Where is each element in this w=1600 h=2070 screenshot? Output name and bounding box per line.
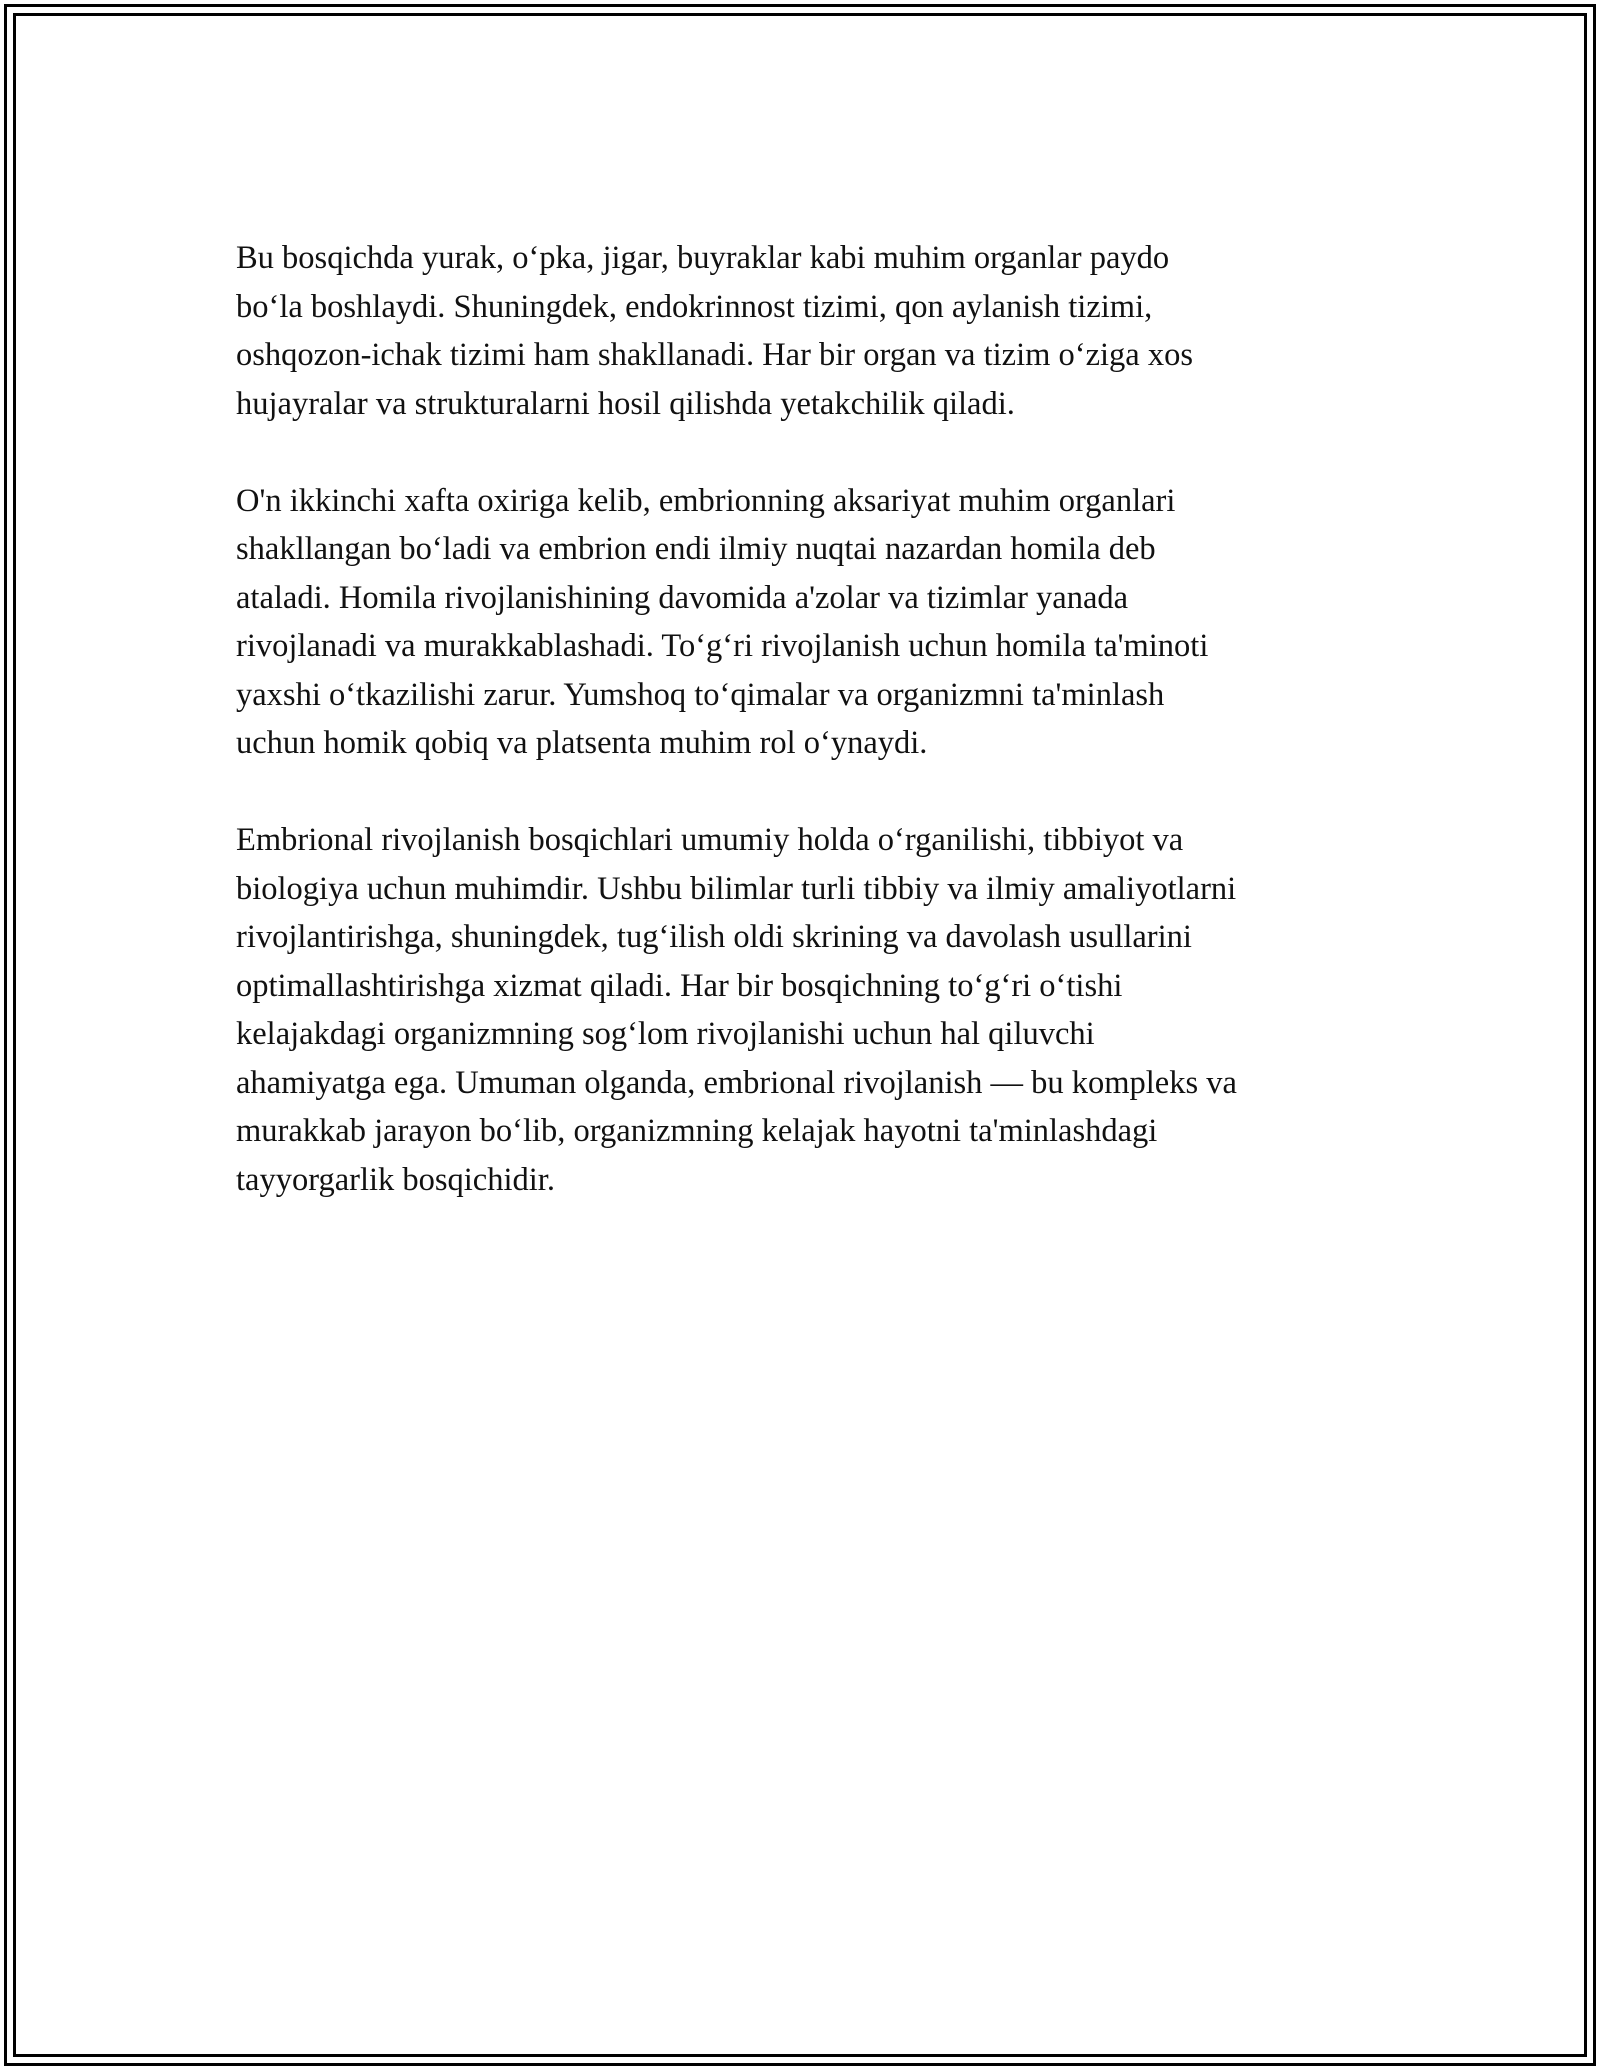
- paragraph-line: oshqozon-ichak tizimi ham shakllanadi. Har bir organ va tizim o‘ziga xos: [236, 337, 1193, 373]
- paragraph-1: [236, 234, 1376, 428]
- paragraph-line: uchun homik qobiq va platsenta muhim rol o‘ynaydi.: [236, 725, 928, 761]
- paragraph-line: optimallashtirishga xizmat qiladi. Har bir bosqichning to‘g‘ri o‘tishi: [236, 967, 1123, 1004]
- paragraph-line: ahamiyatga ega. Umuman olganda, embrional rivojlanish — bu kompleks va: [236, 1064, 1237, 1101]
- paragraph-line: hujayralar va strukturalarni hosil qilishda yetakchilik qiladi.: [236, 385, 1015, 422]
- paragraph-3: [236, 816, 1376, 1204]
- paragraph-line: rivojlanadi va murakkablashadi. To‘g‘ri rivojlanish uchun homila ta'minoti: [236, 628, 1209, 664]
- paragraph-line: bo‘la boshlaydi. Shuningdek, endokrinnost tizimi, qon aylanish tizimi,: [236, 288, 1153, 325]
- paragraph-line: tayyorgarlik bosqichidir.: [236, 1161, 555, 1198]
- paragraph-line: biologiya uchun muhimdir. Ushbu bilimlar turli tibbiy va ilmiy amaliyotlarni: [236, 870, 1237, 907]
- paragraph-line: ataladi. Homila rivojlanishining davomida a'zolar va tizimlar yanada: [236, 579, 1129, 616]
- paragraph-line: Embrional rivojlanish bosqichlari umumiy holda o‘rganilishi, tibbiyot va: [236, 822, 1184, 858]
- paragraph-line: O'n ikkinchi xafta oxiriga kelib, embrionning aksariyat muhim organlari: [236, 482, 1176, 519]
- paragraph-line: rivojlantirishga, shuningdek, tug‘ilish oldi skrining va davolash usullarini: [236, 919, 1192, 955]
- paragraph-line: shakllangan bo‘ladi va embrion endi ilmiy nuqtai nazardan homila deb: [236, 531, 1156, 567]
- paragraph-line: Bu bosqichda yurak, o‘pka, jigar, buyraklar kabi muhim organlar paydo: [236, 240, 1170, 276]
- paragraph-line: yaxshi o‘tkazilishi zarur. Yumshoq to‘qimalar va organizmni ta'minlash: [236, 676, 1165, 713]
- paragraph-line: murakkab jarayon bo‘lib, organizmning kelajak hayotni ta'minlashdagi: [236, 1113, 1158, 1149]
- paragraph-2: [236, 477, 1376, 768]
- paragraph-line: kelajakdagi organizmning sog‘lom rivojlanishi uchun hal qiluvchi: [236, 1016, 1095, 1052]
- document-body: [236, 234, 1376, 1253]
